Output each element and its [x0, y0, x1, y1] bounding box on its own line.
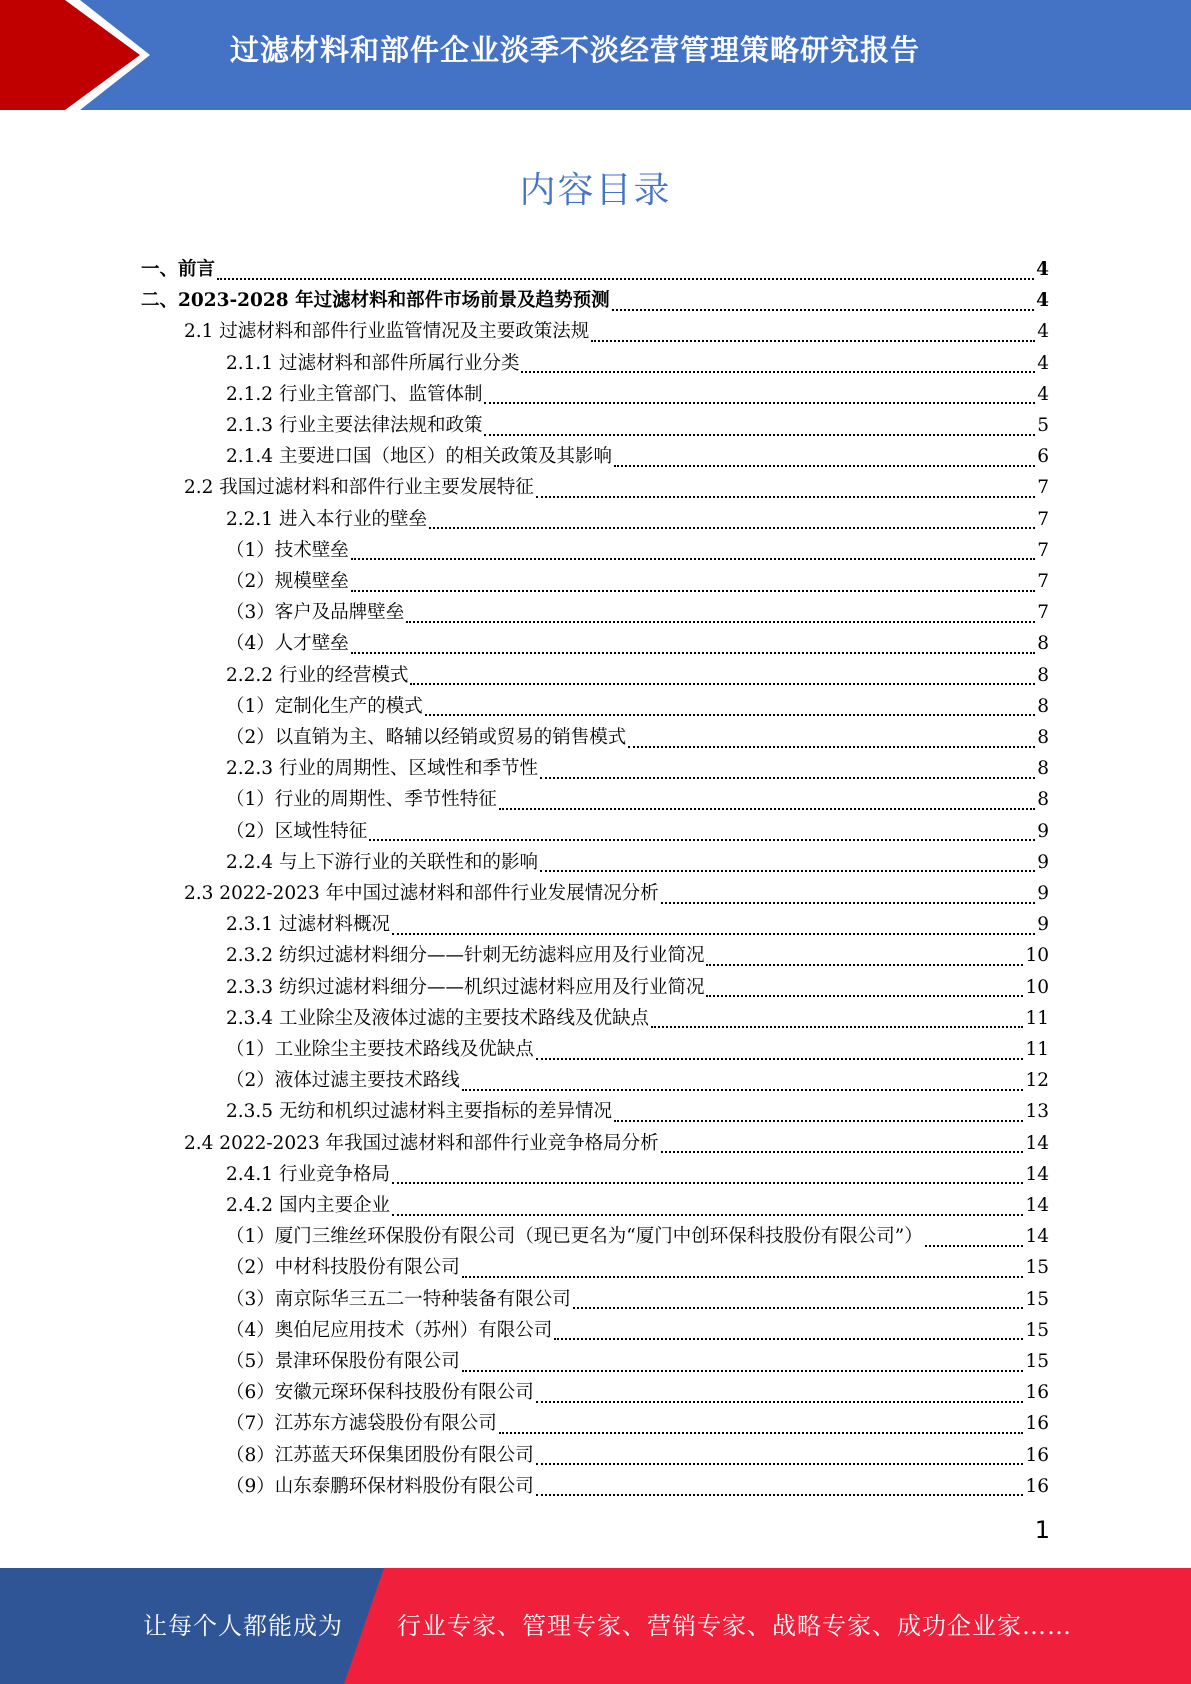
toc-dot-leader: [484, 394, 1035, 404]
toc-entry[interactable]: [184, 878, 1049, 909]
toc-dot-leader: [484, 426, 1035, 436]
toc-entry-title: 2.3.5 无纺和机织过滤材料主要指标的差异情况: [226, 1101, 612, 1123]
toc-entry-title: 2.2.4 与上下游行业的关联性和的影响: [226, 851, 538, 873]
toc-entry[interactable]: [226, 535, 1049, 566]
toc-entry[interactable]: [226, 940, 1049, 971]
toc-entry-page: 9: [1037, 820, 1049, 842]
toc-dot-leader: [591, 332, 1035, 342]
toc-dot-leader: [351, 644, 1035, 654]
toc-entry-title: （8）江苏蓝天环保集团股份有限公司: [226, 1444, 534, 1466]
toc-entry-page: 8: [1037, 695, 1049, 717]
toc-dot-leader: [392, 1206, 1023, 1216]
toc-dot-leader: [462, 1362, 1024, 1372]
toc-entry-page: 4: [1037, 321, 1049, 343]
toc-entry-title: （3）客户及品牌壁垒: [226, 602, 405, 624]
toc-entry[interactable]: [226, 504, 1049, 535]
toc-dot-leader: [351, 582, 1035, 592]
toc-entry-title: （3）南京际华三五二一特种装备有限公司: [226, 1288, 571, 1310]
report-title: 过滤材料和部件企业淡季不淡经营管理策略研究报告: [230, 33, 921, 67]
toc-dot-leader: [217, 270, 1034, 280]
toc-entry-page: 8: [1037, 758, 1049, 780]
toc-dot-leader: [499, 800, 1035, 810]
toc-entry-title: （2）液体过滤主要技术路线: [226, 1070, 460, 1092]
toc-dot-leader: [369, 831, 1035, 841]
toc-entry[interactable]: [184, 316, 1049, 347]
toc-entry-title: 2.1.4 主要进口国（地区）的相关政策及其影响: [226, 446, 612, 468]
toc-entry[interactable]: [226, 972, 1049, 1003]
toc-entry-page: 9: [1037, 914, 1049, 936]
toc-entry-title: （4）人才壁垒: [226, 633, 349, 655]
toc-dot-leader: [612, 301, 1035, 311]
toc-entry[interactable]: [226, 597, 1049, 628]
toc-entry-title: （1）厦门三维丝环保股份有限公司（现已更名为“厦门中创环保科技股份有限公司”）: [226, 1226, 923, 1248]
toc-entry[interactable]: [226, 566, 1049, 597]
toc-entry-page: 4: [1037, 383, 1049, 405]
header-arrow-decoration: [0, 0, 150, 110]
toc-dot-leader: [706, 956, 1023, 966]
toc-dot-leader: [540, 769, 1035, 779]
toc-entry-page: 14: [1025, 1195, 1049, 1216]
toc-entry-title: （6）安徽元琛环保科技股份有限公司: [226, 1382, 534, 1404]
toc-entry[interactable]: [226, 379, 1049, 410]
toc-dot-leader: [351, 550, 1035, 560]
toc-dot-leader: [536, 1393, 1024, 1403]
toc-entry-title: 2.2.2 行业的经营模式: [226, 664, 409, 686]
toc-dot-leader: [536, 1455, 1024, 1465]
toc-entry-page: 15: [1025, 1319, 1049, 1341]
toc-entry-title: 2.3.3 纺织过滤材料细分——机织过滤材料应用及行业简况: [226, 976, 705, 998]
toc-entry-page: 15: [1025, 1351, 1049, 1372]
toc-entry-page: 7: [1037, 571, 1049, 592]
toc-entry-title: 2.2.1 进入本行业的壁垒: [226, 508, 427, 530]
toc-entry[interactable]: [226, 722, 1049, 753]
toc-entry-page: 8: [1037, 664, 1049, 686]
toc-entry[interactable]: [226, 1284, 1049, 1315]
toc-dot-leader: [614, 457, 1035, 467]
toc-entry[interactable]: [226, 1346, 1049, 1377]
toc-entry[interactable]: [226, 909, 1049, 940]
toc-entry[interactable]: [226, 784, 1049, 815]
toc-entry[interactable]: [226, 441, 1049, 472]
toc-entry[interactable]: [141, 285, 1049, 316]
toc-entry-page: 9: [1037, 851, 1049, 873]
toc-entry[interactable]: [226, 1315, 1049, 1346]
toc-dot-leader: [499, 1424, 1024, 1434]
toc-entry-page: 14: [1025, 1163, 1049, 1185]
toc-entry-page: 8: [1037, 789, 1049, 811]
toc-entry-title: 2.4.2 国内主要企业: [226, 1195, 390, 1216]
toc-entry-title: （1）定制化生产的模式: [226, 695, 423, 717]
toc-dot-leader: [406, 613, 1035, 623]
toc-entry-title: 2.4.1 行业竞争格局: [226, 1163, 390, 1185]
toc-entry-page: 16: [1025, 1382, 1049, 1404]
toc-entry[interactable]: [226, 1065, 1049, 1096]
toc-entry-title: （1）技术壁垒: [226, 539, 349, 561]
toc-entry-page: 11: [1025, 1039, 1049, 1060]
toc-heading: 内容目录: [519, 170, 672, 211]
toc-entry-title: 2.1.1 过滤材料和部件所属行业分类: [226, 352, 520, 374]
toc-dot-leader: [410, 675, 1035, 685]
toc-entry-title: （5）景津环保股份有限公司: [226, 1351, 460, 1372]
toc-entry[interactable]: [226, 847, 1049, 878]
toc-entry[interactable]: [226, 348, 1049, 379]
toc-entry[interactable]: [226, 1003, 1049, 1034]
toc-dot-leader: [429, 519, 1035, 529]
toc-entry-title: （9）山东泰鹏环保材料股份有限公司: [226, 1475, 534, 1497]
toc-entry[interactable]: [184, 1128, 1049, 1159]
toc-entry-page: 16: [1025, 1413, 1049, 1435]
toc-entry-title: 2.1.2 行业主管部门、监管体制: [226, 383, 483, 405]
toc-dot-leader: [573, 1299, 1024, 1309]
toc-entry-page: 16: [1025, 1475, 1049, 1497]
toc-entry-title: 2.3 2022-2023 年中国过滤材料和部件行业发展情况分析: [184, 883, 659, 904]
toc-dot-leader: [425, 706, 1035, 716]
toc-entry-page: 10: [1025, 976, 1049, 998]
toc-entry[interactable]: [226, 1471, 1049, 1502]
toc-dot-leader: [661, 1143, 1024, 1153]
toc-entry-title: （2）规模壁垒: [226, 571, 349, 592]
toc-entry-title: 一、前言: [141, 259, 216, 280]
toc-entry[interactable]: [226, 816, 1049, 847]
toc-entry[interactable]: [226, 1221, 1049, 1252]
toc-entry[interactable]: [141, 254, 1049, 285]
toc-dot-leader: [536, 1486, 1024, 1496]
toc-dot-leader: [925, 1237, 1024, 1247]
toc-entry-page: 4: [1036, 259, 1049, 280]
toc-entry[interactable]: [226, 1190, 1049, 1221]
toc-entry-title: （1）行业的周期性、季节性特征: [226, 789, 497, 811]
toc-dot-leader: [628, 738, 1035, 748]
toc-entry-title: 2.2 我国过滤材料和部件行业主要发展特征: [184, 477, 534, 499]
toc-entry-title: （2）区域性特征: [226, 820, 368, 842]
toc-entry[interactable]: [226, 1034, 1049, 1065]
toc-entry[interactable]: [226, 1440, 1049, 1471]
toc-entry-title: 2.4 2022-2023 年我国过滤材料和部件行业竞争格局分析: [184, 1132, 659, 1154]
toc-entry-title: 2.3.4 工业除尘及液体过滤的主要技术路线及优缺点: [226, 1007, 649, 1029]
toc-entry-page: 11: [1025, 1007, 1049, 1029]
toc-dot-leader: [536, 488, 1035, 498]
toc-dot-leader: [392, 925, 1035, 935]
toc-entry-page: 7: [1037, 477, 1049, 499]
toc-entry[interactable]: [226, 1408, 1049, 1439]
toc-entry-title: （1）工业除尘主要技术路线及优缺点: [226, 1039, 534, 1060]
footer-slogan-right: 行业专家、管理专家、营销专家、战略专家、成功企业家……: [397, 1612, 1072, 1640]
toc-entry-page: 5: [1037, 415, 1049, 436]
toc-entry-title: 2.1.3 行业主要法律法规和政策: [226, 415, 483, 436]
toc-dot-leader: [540, 862, 1035, 872]
toc-entry-page: 14: [1025, 1226, 1049, 1248]
toc-entry[interactable]: [226, 691, 1049, 722]
toc-entry[interactable]: [226, 1252, 1049, 1283]
toc-entry-title: （2）中材科技股份有限公司: [226, 1257, 460, 1279]
toc-entry-page: 7: [1037, 602, 1049, 624]
header-banner: [0, 0, 1191, 110]
toc-entry-page: 15: [1025, 1257, 1049, 1279]
toc-entry-title: （7）江苏东方滤袋股份有限公司: [226, 1413, 497, 1435]
toc-dot-leader: [462, 1268, 1024, 1278]
toc-dot-leader: [462, 1081, 1024, 1091]
toc-entry-page: 7: [1037, 539, 1049, 561]
toc-entry-title: 2.2.3 行业的周期性、区域性和季节性: [226, 758, 538, 780]
toc-entry-title: （4）奥伯尼应用技术（苏州）有限公司: [226, 1319, 553, 1341]
toc-dot-leader: [651, 1018, 1023, 1028]
footer-banner: [0, 1568, 1191, 1684]
toc-entry[interactable]: [226, 660, 1049, 691]
toc-entry-page: 8: [1037, 633, 1049, 655]
toc-dot-leader: [392, 1174, 1023, 1184]
toc-entry-page: 4: [1036, 290, 1049, 312]
toc-entry[interactable]: [226, 628, 1049, 659]
toc-entry[interactable]: [226, 1377, 1049, 1408]
toc-entry-title: 2.1 过滤材料和部件行业监管情况及主要政策法规: [184, 321, 590, 343]
toc-dot-leader: [554, 1330, 1023, 1340]
toc-entry[interactable]: [226, 1159, 1049, 1190]
toc-entry-page: 15: [1025, 1288, 1049, 1310]
toc-entry-title: 二、2023-2028 年过滤材料和部件市场前景及趋势预测: [141, 290, 610, 312]
toc-entry-page: 10: [1025, 945, 1049, 967]
toc-entry-page: 13: [1025, 1101, 1049, 1123]
page-number: 1: [1034, 1516, 1050, 1544]
toc-entry-title: （2）以直销为主、略辅以经销或贸易的销售模式: [226, 727, 627, 748]
toc-entry-page: 6: [1037, 446, 1049, 468]
toc-entry[interactable]: [226, 753, 1049, 784]
toc-entry-page: 7: [1037, 508, 1049, 530]
toc-entry-page: 9: [1037, 883, 1049, 904]
toc-entry-page: 8: [1037, 727, 1049, 748]
toc-entry-page: 12: [1025, 1070, 1049, 1092]
toc-entry-page: 14: [1025, 1132, 1049, 1154]
toc-entry[interactable]: [184, 472, 1049, 503]
footer-slogan-left: 让每个人都能成为: [143, 1612, 343, 1640]
toc-entry[interactable]: [226, 1096, 1049, 1127]
toc-entry-page: 16: [1025, 1444, 1049, 1466]
toc-entry-title: 2.3.2 纺织过滤材料细分——针刺无纺滤料应用及行业简况: [226, 945, 705, 967]
toc-entry-page: 4: [1037, 352, 1049, 374]
toc-entry-title: 2.3.1 过滤材料概况: [226, 914, 390, 936]
toc-dot-leader: [614, 1112, 1023, 1122]
toc-dot-leader: [521, 363, 1035, 373]
toc-dot-leader: [536, 1050, 1024, 1060]
toc-dot-leader: [661, 894, 1036, 904]
toc-entry[interactable]: [226, 410, 1049, 441]
toc-dot-leader: [706, 987, 1023, 997]
